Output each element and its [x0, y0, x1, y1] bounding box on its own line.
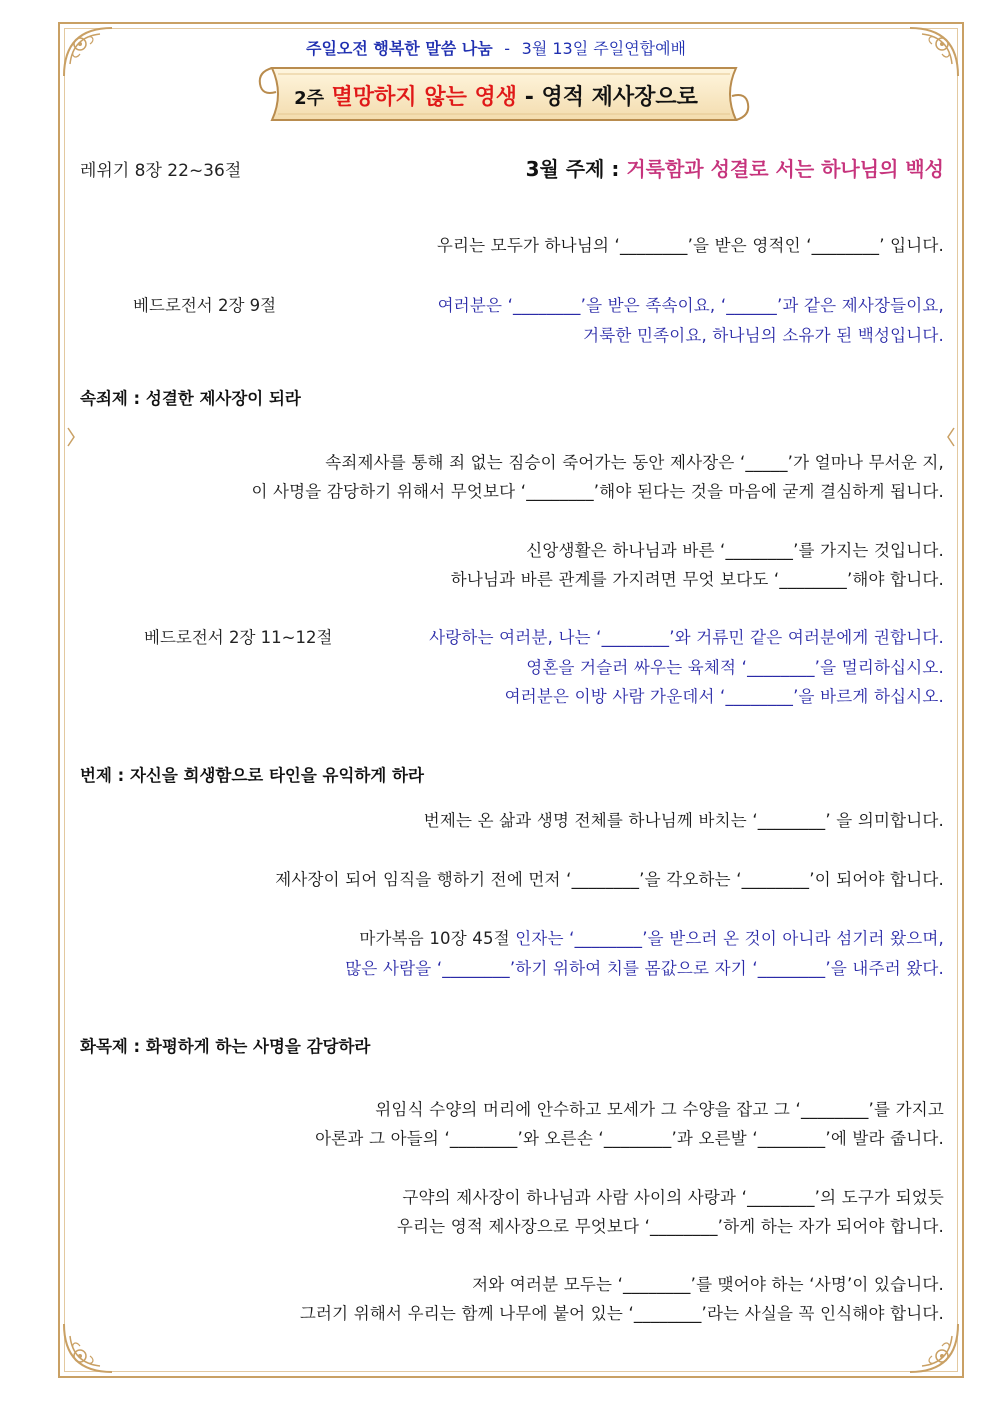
corner-ornament-icon	[60, 1320, 116, 1376]
body-line: 번제는 온 삶과 생명 전체를 하나님께 바치는 ‘________’ 을 의미합니다.	[423, 811, 944, 830]
verse-text-line: 여러분은 이방 사람 가운데서 ‘________’을 바르게 하십시오.	[504, 687, 944, 706]
monthly-theme-text: 거룩함과 성결로 서는 하나님의 백성	[626, 157, 944, 181]
header-date: 3월 13일 주일연합예배	[521, 39, 687, 58]
section-title-sin-offering: 속죄제 : 성결한 제사장이 되라	[80, 389, 301, 408]
verse-text-line: 영혼을 거슬러 싸우는 육체적 ‘________’을 멀리하십시오.	[526, 658, 944, 677]
section-title-burnt-offering: 번제 : 자신을 희생함으로 타인을 유익하게 하라	[80, 766, 424, 785]
verse-block-line	[359, 925, 944, 949]
side-ornament-icon	[66, 426, 76, 448]
header	[0, 36, 992, 59]
verse-text-line: 거룩한 민족이요, 하나님의 소유가 된 백성입니다.	[583, 326, 944, 345]
header-separator: -	[504, 39, 511, 58]
monthly-theme-label: 3월 주제 :	[525, 157, 620, 181]
header-title: 주일오전 행복한 말씀 나눔	[305, 39, 493, 58]
body-line: 구약의 제사장이 하나님과 사람 사이의 사랑과 ‘________’의 도구가 되었듯	[402, 1188, 944, 1207]
intro-line: 우리는 모두가 하나님의 ‘________’을 받은 영적인 ‘________’ 입니다.	[436, 236, 944, 255]
sermon-title	[0, 80, 992, 111]
body-line: 속죄제사를 통해 죄 없는 짐승이 죽어가는 동안 제사장은 ‘_____’가 얼마나 무서운 지,	[325, 453, 944, 472]
body-line: 신앙생활은 하나님과 바른 ‘________’를 가지는 것입니다.	[526, 541, 944, 560]
body-line: 하나님과 바른 관계를 가지려면 무엇 보다도 ‘________’해야 합니다.	[450, 570, 944, 589]
body-line: 우리는 영적 제사장으로 무엇보다 ‘________’하게 하는 자가 되어야 합니다.	[396, 1217, 944, 1236]
section-title-peace-offering: 화목제 : 화평하게 하는 사명을 감당하라	[80, 1037, 371, 1056]
sermon-title-sub: - 영적 제사장으로	[524, 85, 698, 110]
verse-reference: 마가복음 10장 45절	[359, 929, 510, 948]
body-line: 제사장이 되어 임직을 행하기 전에 먼저 ‘________’을 각오하는 ‘________’이 되어야 합니다.	[275, 870, 944, 889]
body-line: 아론과 그 아들의 ‘________’와 오른손 ‘________’과 오른발 ‘________’에 발라 줍니다.	[315, 1129, 944, 1148]
verse-reference: 베드로전서 2장 11~12절	[144, 628, 333, 647]
verse-text-line: 여러분은 ‘________’을 받은 족속이요, ‘______’과 같은 제사장들이요,	[437, 296, 944, 315]
body-line: 위임식 수양의 머리에 안수하고 모세가 그 수양을 잡고 그 ‘________’를 가지고	[375, 1100, 944, 1119]
body-line: 저와 여러분 모두는 ‘________’를 맺어야 하는 ‘사명’이 있습니다.	[472, 1275, 944, 1294]
sermon-title-main: 멸망하지 않는 영생	[331, 85, 518, 110]
verse-text-line: 사랑하는 여러분, 나는 ‘________’와 거류민 같은 여러분에게 권합니다.	[429, 628, 944, 647]
body-line: 그러기 위해서 우리는 함께 나무에 붙어 있는 ‘________’라는 사실을 꼭 인식해야 합니다.	[299, 1304, 944, 1323]
side-ornament-icon	[946, 426, 956, 448]
body-line: 이 사명을 감당하기 위해서 무엇보다 ‘________’해야 된다는 것을 마음에 굳게 결심하게 됩니다.	[251, 482, 944, 501]
verse-text-line: 많은 사람을 ‘________’하기 위하여 치를 몸값으로 자기 ‘________’을 내주러 왔다.	[345, 959, 944, 978]
verse-text-line: 인자는 ‘________’을 받으러 온 것이 아니라 섬기러 왔으며,	[515, 929, 944, 948]
sermon-week: 2주	[294, 88, 324, 109]
monthly-theme	[526, 153, 944, 182]
corner-ornament-icon	[906, 1320, 962, 1376]
verse-reference: 베드로전서 2장 9절	[133, 296, 277, 315]
scripture-reference: 레위기 8장 22~36절	[80, 161, 242, 181]
